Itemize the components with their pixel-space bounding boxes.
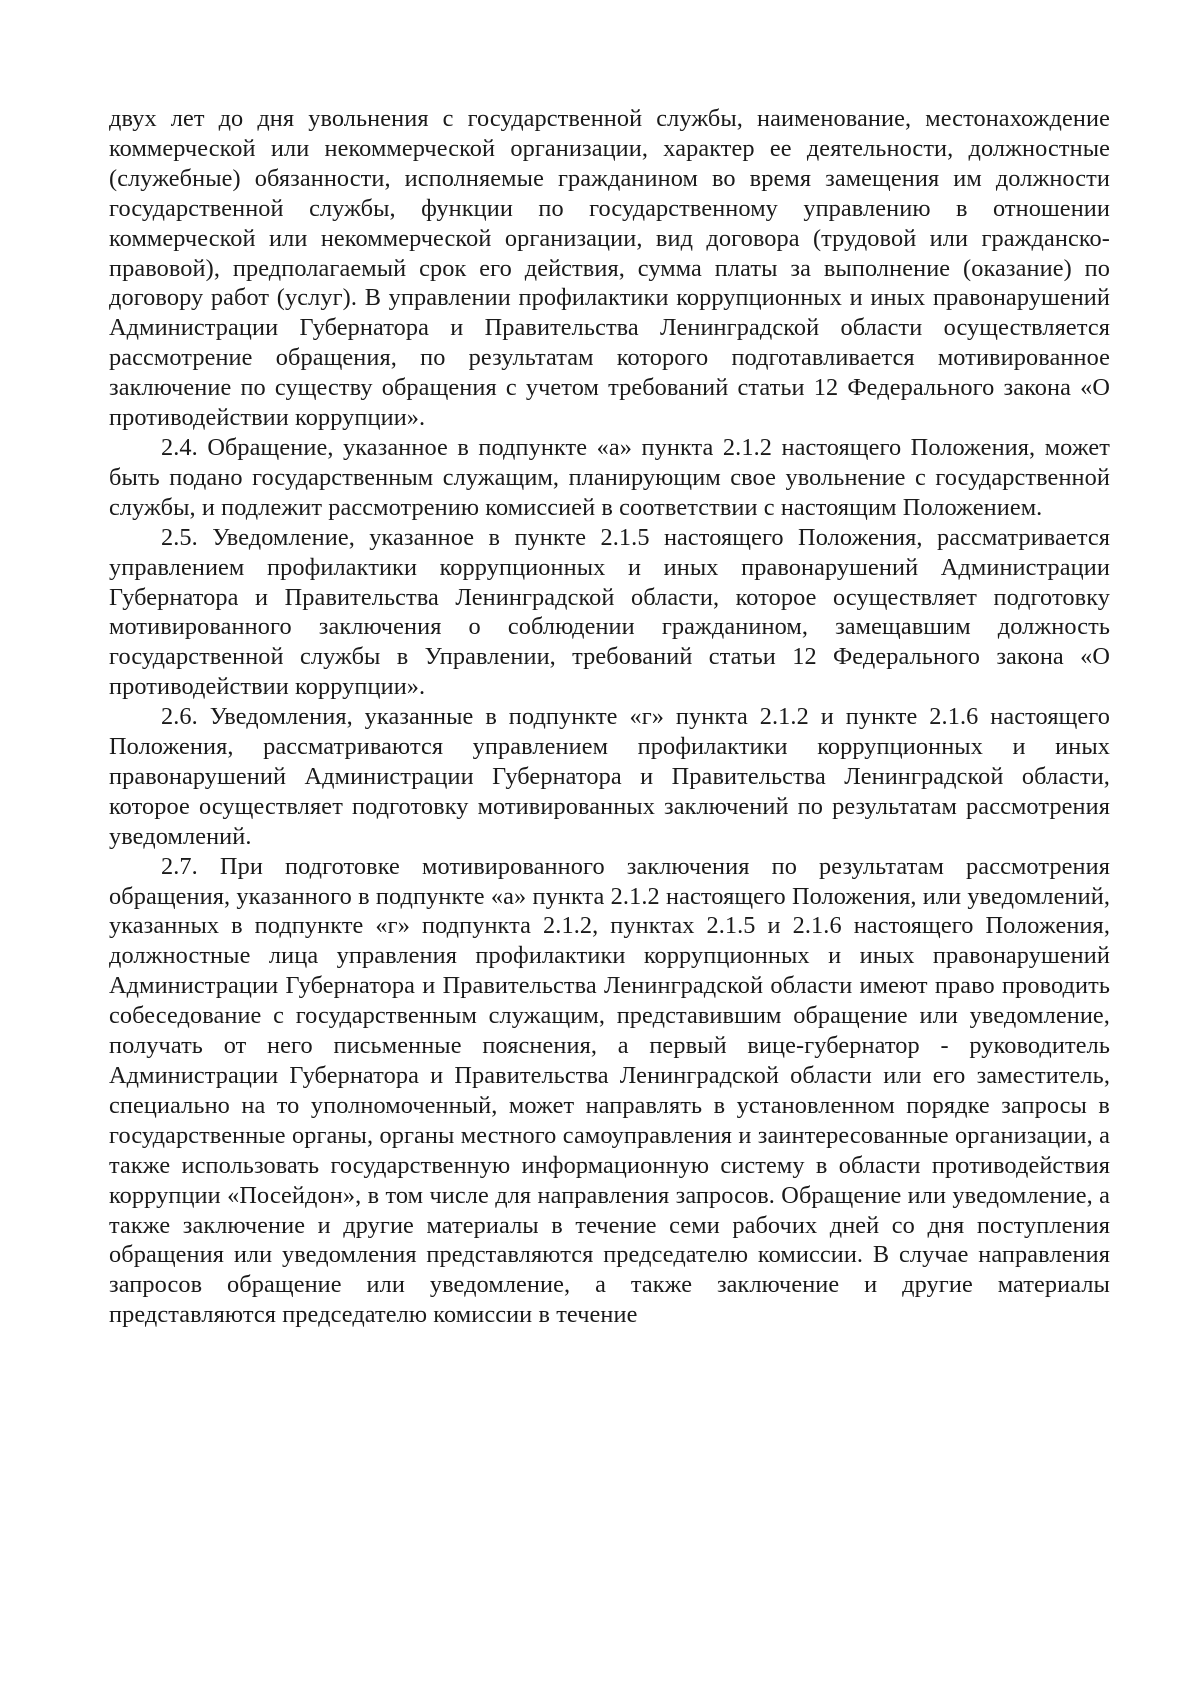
paragraph-intro: двух лет до дня увольнения с государственной службы, наименование, местонахождение коммерческой или некоммерческой организации, характер ее деятельности, должностные (служебные) обязанности, исполняемые гражданином во время замещения им должности государственной службы, функции по государственному управлению в отношении коммерческой или некоммерческой организации, вид договора (трудовой или гражданско-правовой), предполагаемый срок его действия, сумма платы за выполнение (оказание) по договору работ (услуг). В управлении профилактики коррупционных и иных правонарушений Администрации Губернатора и Правительства Ленинградской области осуществляется рассмотрение обращения, по результатам которого подготавливается мотивированное заключение по существу обращения с учетом требований статьи 12 Федерального закона «О противодействии коррупции». xyxy=(109,105,1110,432)
paragraph-2-4: 2.4. Обращение, указанное в подпункте «а» пункта 2.1.2 настоящего Положения, может быть подано государственным служащим, планирующим свое увольнение с государственной службы, и подлежит рассмотрению комиссией в соответствии с настоящим Положением. xyxy=(109,433,1110,521)
paragraph-2-6: 2.6. Уведомления, указанные в подпункте «г» пункта 2.1.2 и пункте 2.1.6 настоящего Положения, рассматриваются управлением профилактики коррупционных и иных правонарушений Администрации Губернатора и Правительства Ленинградской области, которое осуществляет подготовку мотивированных заключений по результатам рассмотрения уведомлений. xyxy=(109,703,1110,850)
paragraph-2-7: 2.7. При подготовке мотивированного заключения по результатам рассмотрения обращения, указанного в подпункте «а» пункта 2.1.2 настоящего Положения, или уведомлений, указанных в подпункте «г» подпункта 2.1.2, пунктах 2.1.5 и 2.1.6 настоящего Положения, должностные лица управления профилактики коррупционных и иных правонарушений Администрации Губернатора и Правительства Ленинградской области имеют право проводить собеседование с государственным служащим, представившим обращение или уведомление, получать от него письменные пояснения, а первый вице-губернатор - руководитель Администрации Губернатора и Правительства Ленинградской области или его заместитель, специально на то уполномоченный, может направлять в установленном порядке запросы в государственные органы, органы местного самоуправления и заинтересованные организации, а также использовать государственную информационную систему в области противодействия коррупции «Посейдон», в том числе для направления запросов. Обращение или уведомление, а также заключение и другие материалы в течение семи рабочих дней со дня поступления обращения или уведомления представляются председателю комиссии. В случае направления запросов обращение или уведомление, а также заключение и другие материалы представляются председателю комиссии в течение xyxy=(109,852,1110,1329)
paragraph-2-5: 2.5. Уведомление, указанное в пункте 2.1.5 настоящего Положения, рассматривается управлением профилактики коррупционных и иных правонарушений Администрации Губернатора и Правительства Ленинградской области, которое осуществляет подготовку мотивированного заключения о соблюдении гражданином, замещавшим должность государственной службы в Управлении, требований статьи 12 Федерального закона «О противодействии коррупции». xyxy=(109,523,1110,701)
